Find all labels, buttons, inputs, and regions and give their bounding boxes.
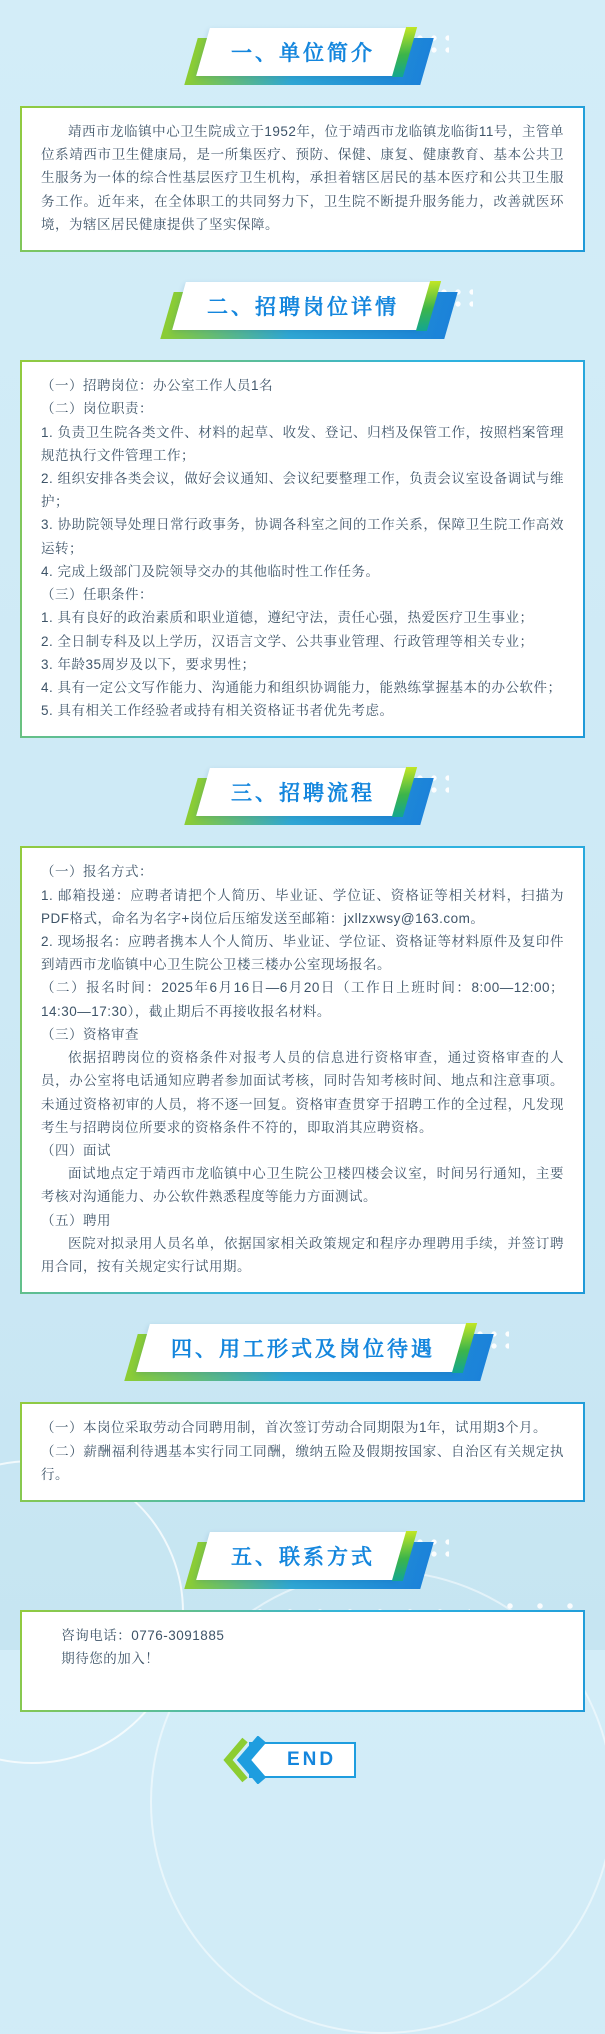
section-title: 一、单位简介 (230, 42, 375, 65)
text-line: （二）岗位职责： (41, 401, 153, 417)
text-line: 1. 具有良好的政治素质和职业道德，遵纪守法，责任心强，热爱医疗卫生事业； (41, 610, 534, 626)
text-line: 4. 完成上级部门及院领导交办的其他临时性工作任务。 (41, 563, 380, 579)
text-line: （五）聘用 (41, 1212, 111, 1228)
text-line: （三）任职条件： (41, 587, 153, 603)
section-title: 五、联系方式 (230, 1545, 375, 1569)
text-line: 5. 具有相关工作经验者或持有相关资格证书者优先考虑。 (41, 703, 394, 719)
text-line: （二）薪酬福利待遇基本实行同工同酬，缴纳五险及假期按国家、自治区有关规定执行。 (41, 1443, 564, 1482)
text-line: （三）资格审查 (41, 1026, 139, 1042)
text-line: 2. 全日制专科及以上学历，汉语言文学、公共事业管理、行政管理等相关专业； (41, 633, 534, 649)
banner-position-details (179, 282, 427, 330)
text-line: （一）本岗位采取劳动合同聘用制，首次签订劳动合同期限为1年，试用期3个月。 (41, 1420, 548, 1436)
contact-welcome: 期待您的加入！ (61, 1651, 160, 1667)
text-line: （二）报名时间：2025年6月16日—6月20日（工作日上班时间：8:00—12:00；14:30—17:30），截止期后不再接收报名材料。 (41, 980, 564, 1019)
text-line: （四）面试 (41, 1143, 111, 1158)
text-line: 1. 负责卫生院各类文件、材料的起草、收发、登记、归档及保管工作，按照档案管理规范执行文件管理工作； (41, 424, 564, 463)
end-label: END (286, 1749, 337, 1771)
contact-phone: 咨询电话：0776-3091885 (61, 1627, 225, 1643)
employment-terms-card (20, 1402, 585, 1502)
unit-intro-card (20, 106, 585, 252)
text-line: （一）报名方式： (41, 864, 153, 880)
section-title: 四、用工形式及岗位待遇 (170, 1338, 435, 1362)
section-title: 二、招聘岗位详情 (206, 296, 399, 320)
text-line: 医院对拟录用人员名单，依据国家相关政策规定和程序办理聘用手续，并签订聘用合同，按有关规定实行试用期。 (41, 1235, 564, 1275)
intro-paragraph: 靖西市龙临镇中心卫生院成立于1952年，位于靖西市龙临镇龙临街11号，主管单位系靖西市卫生健康局，是一所集医疗、预防、保健、康复、健康教育、基本公共卫生服务为一体的综合性基层医疗卫生机构，承担着辖区居民的基本医疗和公共卫生服务工作。近年来，在全体职工的共同努力下，卫生院不断提升服务能力，改善就医环境，为辖区居民健康提供了坚实保障。 (41, 124, 564, 232)
text-line: 2. 现场报名：应聘者携本人个人简历、毕业证、学位证、资格证等材料原件及复印件到靖西市龙临镇中心卫生院公卫楼三楼办公室现场报名。 (41, 934, 564, 973)
text-line: 4. 具有一定公文写作能力、沟通能力和组织协调能力，能熟练掌握基本的办公软件； (41, 679, 562, 695)
banner-recruit-process (203, 768, 403, 816)
text-line: 1. 邮箱投递：应聘者请把个人简历、毕业证、学位证、资格证等相关材料，扫描为PDF格式，命名为名字+岗位后压缩发送至邮箱：jxllzxwsy@163.com。 (41, 887, 564, 926)
section-title: 三、招聘流程 (230, 782, 375, 806)
double-chevron-left-icon (221, 1736, 271, 1784)
text-line: 2. 组织安排各类会议，做好会议通知、会议纪要整理工作，负责会议室设备调试与维护； (41, 470, 564, 510)
end-footer (249, 1742, 356, 1778)
text-line: （一）招聘岗位：办公室工作人员1名 (41, 378, 274, 394)
text-line: 3. 协助院领导处理日常行政事务，协调各科室之间的工作关系，保障卫生院工作高效运转； (41, 517, 564, 556)
recruit-process-card (20, 846, 585, 1294)
position-details-card (20, 360, 585, 738)
text-line: 依据招聘岗位的资格条件对报考人员的信息进行资格审查，通过资格审查的人员，办公室将电话通知应聘者参加面试考核，同时告知考核时间、地点和注意事项。未通过资格初审的人员，将不逐一回复。资格审查贯穿于招聘工作的全过程，凡发现考生与招聘岗位所要求的资格条件不符的，即取消其应聘资格。 (41, 1050, 564, 1135)
banner-contact (203, 1532, 403, 1580)
text-line: 面试地点定于靖西市龙临镇中心卫生院公卫楼四楼会议室，时间另行通知，主要考核对沟通能力、办公软件熟悉程度等能力方面测试。 (41, 1166, 564, 1205)
banner-employment-terms (143, 1324, 463, 1372)
contact-card (20, 1610, 585, 1712)
banner-unit-intro (203, 28, 403, 76)
text-line: 3. 年龄35周岁及以下，要求男性； (41, 656, 256, 672)
